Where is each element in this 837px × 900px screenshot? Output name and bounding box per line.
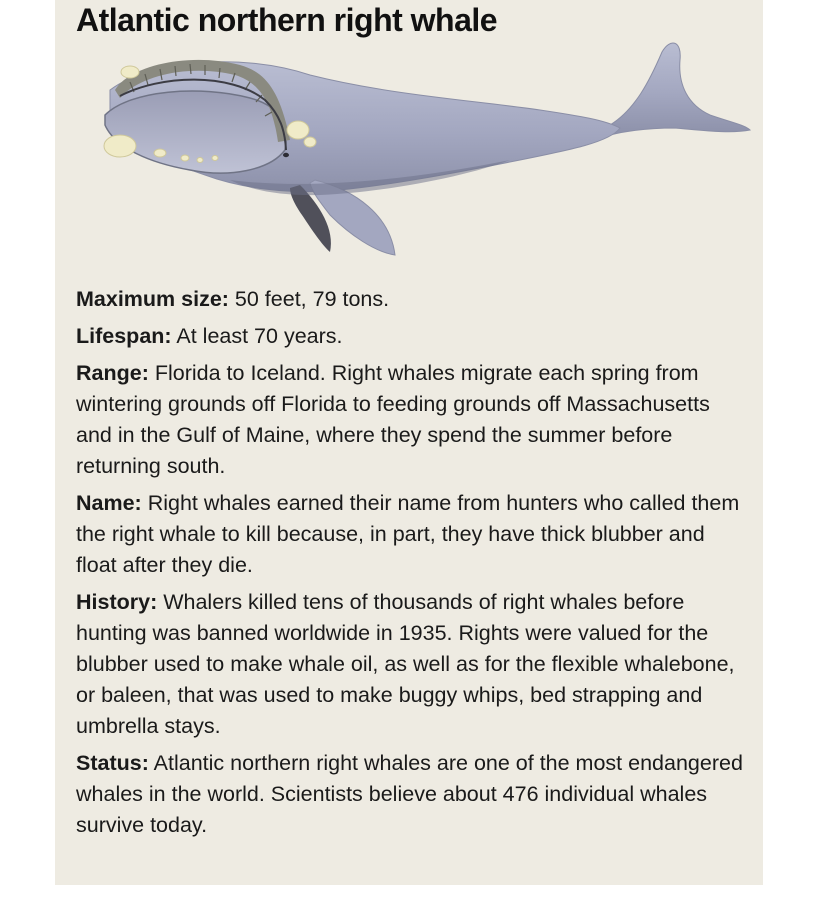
- fact-history: History: Whalers killed tens of thousands of right whales before hunting was banned worldwide in 1935. Rights were valued for the blubber used to make whale oil, as well as for the flexible whalebone, or baleen, that was used to make buggy whips, bed strapping and umbrella stays.: [76, 590, 735, 738]
- fact-range: Range: Florida to Iceland. Right whales migrate each spring from wintering grounds off Florida to feeding grounds off Massachusetts and in the Gulf of Maine, where they spend the summer before returning south.: [76, 361, 710, 478]
- fact-lifespan: Lifespan: At least 70 years.: [76, 324, 343, 348]
- fact-status: Status: Atlantic northern right whales are one of the most endangered whales in the world. Scientists believe about 476 individual whales survive today.: [76, 751, 743, 837]
- whale-illustration: [90, 30, 755, 265]
- fact-name: Name: Right whales earned their name from hunters who called them the right whale to kill because, in part, they have thick blubber and float after they die.: [76, 491, 740, 577]
- lower-jaw: [105, 91, 286, 173]
- fact-maximum-size: Maximum size: 50 feet, 79 tons.: [76, 287, 390, 311]
- page-title: Atlantic northern right whale: [76, 2, 498, 38]
- facts-list: [76, 284, 744, 847]
- tail-fluke: [610, 43, 750, 135]
- whale-eye: [283, 153, 289, 157]
